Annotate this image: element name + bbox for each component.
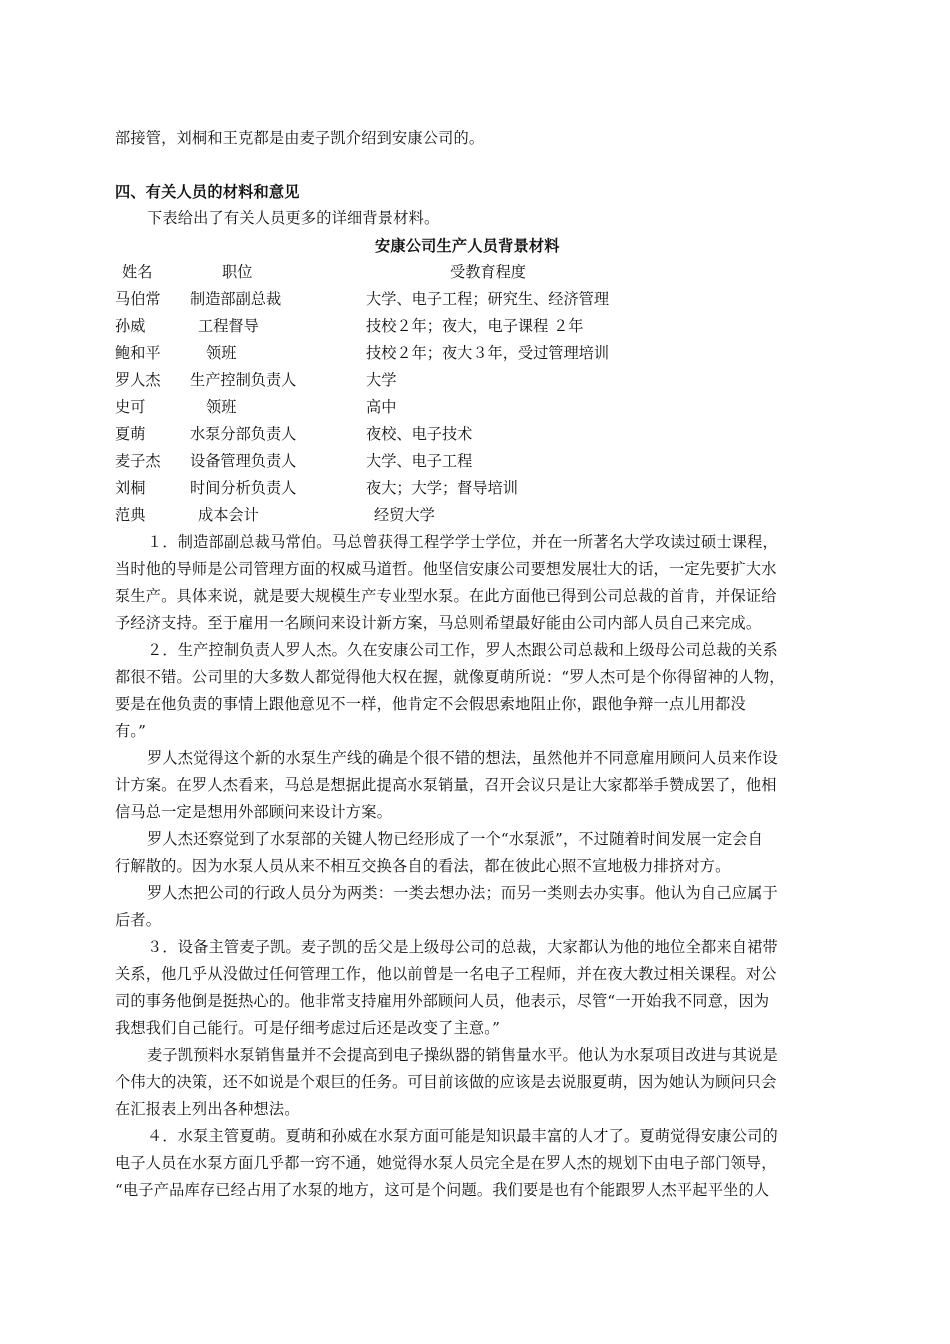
- cell-position: 水泵分部负责人: [190, 425, 297, 443]
- cell-name: 罗人杰: [115, 371, 161, 389]
- paragraph-line: 要是在他负责的事情上跟他意见不一样，他肯定不会假思索地阻止你，跟他争辩一点儿用都没: [115, 695, 746, 713]
- paragraph-line: ４．水泵主管夏萌。夏萌和孙威在水泵方面可能是知识最丰富的人才了。夏萌觉得安康公司的: [147, 1127, 778, 1145]
- paragraph-line: ２．生产控制负责人罗人杰。久在安康公司工作，罗人杰跟公司总裁和上级母公司总裁的关系: [147, 641, 778, 659]
- cell-position: 生产控制负责人: [190, 371, 297, 389]
- paragraph-line: 个伟大的决策，还不如说是个艰巨的任务。可目前该做的应该是去说服夏萌，因为她认为顾问只会: [115, 1073, 777, 1091]
- cell-education: 夜大；大学；督导培训: [366, 479, 518, 497]
- cell-name: 夏萌: [115, 425, 146, 443]
- paragraph-line: １．制造部副总裁马常伯。马总曾获得工程学学士学位，并在一所著名大学攻读过硕士课程，: [147, 533, 778, 551]
- header-education: 受教育程度: [450, 263, 526, 281]
- paragraph-line: 当时他的导师是公司管理方面的权威马道哲。他坚信安康公司要想发展壮大的话，一定先要扩大水: [115, 560, 777, 578]
- cell-position: 时间分析负责人: [190, 479, 297, 497]
- cell-education: 夜校、电子技术: [366, 425, 473, 443]
- cell-name: 孙威: [115, 317, 146, 335]
- table-title: 安康公司生产人员背景材料: [375, 237, 560, 255]
- paragraph-line: 计方案。在罗人杰看来，马总是想据此提高水泵销量，召开会议只是让大家都举手赞成罢了，他相: [115, 776, 777, 794]
- paragraph-line: 在汇报表上列出各种想法。: [115, 1100, 300, 1118]
- cell-name: 鲍和平: [115, 344, 161, 362]
- paragraph-line: 麦子凯预料水泵销售量并不会提高到电子操纵器的销售量水平。他认为水泵项目改进与其说是: [147, 1046, 778, 1064]
- intro-line: 部接管，刘桐和王克都是由麦子凯介绍到安康公司的。: [115, 129, 485, 147]
- paragraph-line: 电子人员在水泵方面几乎都一窍不通，她觉得水泵人员完全是在罗人杰的规划下由电子部门领导，: [115, 1154, 777, 1172]
- paragraph-line: 司的事务他倒是挺热心的。他非常支持雇用外部顾问人员，他表示，尽管“一开始我不同意，因为: [115, 992, 770, 1010]
- cell-name: 范典: [115, 506, 146, 524]
- cell-name: 麦子杰: [115, 452, 161, 470]
- cell-name: 刘桐: [115, 479, 146, 497]
- header-position: 职位: [222, 263, 253, 281]
- cell-education: 技校２年；夜大３年，受过管理培训: [366, 344, 609, 362]
- cell-position: 领班: [206, 344, 237, 362]
- paragraph-line: ３．设备主管麦子凯。麦子凯的岳父是上级母公司的总裁，大家都认为他的地位全都来自裙带: [147, 938, 778, 956]
- cell-education: 经贸大学: [374, 506, 435, 524]
- paragraph-line: 行解散的。因为水泵人员从来不相互交换各自的看法，都在彼此心照不宣地极力排挤对方。: [115, 857, 731, 875]
- paragraph-line: 关系，他几乎从没做过任何管理工作，他以前曾是一名电子工程师，并在夜大教过相关课程。对公: [115, 965, 777, 983]
- cell-name: 史可: [115, 398, 146, 416]
- section-intro: 下表给出了有关人员更多的详细背景材料。: [147, 209, 440, 227]
- paragraph-line: 有。”: [115, 722, 147, 740]
- cell-name: 马伯常: [115, 290, 161, 308]
- paragraph-line: 罗人杰觉得这个新的水泵生产线的确是个很不错的想法，虽然他并不同意雇用顾问人员来作设: [147, 749, 778, 767]
- cell-education: 大学: [366, 371, 397, 389]
- paragraph-line: 罗人杰把公司的行政人员分为两类：一类去想办法；而另一类则去办实事。他认为自己应属于: [147, 884, 778, 902]
- paragraph-line: 罗人杰还察觉到了水泵部的关键人物已经形成了一个“水泵派”，不过随着时间发展一定会自: [147, 830, 764, 848]
- section-heading: 四、有关人员的材料和意见: [115, 183, 300, 201]
- paragraph-line: 予经济支持。至于雇用一名顾问来设计新方案，马总则希望最好能由公司内部人员自己来完成。: [115, 614, 762, 632]
- cell-education: 大学、电子工程: [366, 452, 473, 470]
- paragraph-line: 泵生产。具体来说，就是要大规模生产专业型水泵。在此方面他已得到公司总裁的首肯，并保证给: [115, 587, 777, 605]
- cell-education: 技校２年；夜大，电子课程 ２年: [366, 317, 584, 335]
- cell-position: 制造部副总裁: [190, 290, 282, 308]
- cell-education: 高中: [366, 398, 397, 416]
- cell-position: 工程督导: [198, 317, 259, 335]
- paragraph-line: 都很不错。公司里的大多数人都觉得他大权在握，就像夏萌所说：“罗人杰可是个你得留神的人物，: [115, 668, 785, 686]
- cell-position: 领班: [206, 398, 237, 416]
- cell-position: 成本会计: [198, 506, 259, 524]
- paragraph-line: 后者。: [115, 911, 162, 929]
- paragraph-line: “电子产品库存已经占用了水泵的地方，这可是个问题。我们要是也有个能跟罗人杰平起平坐的人: [115, 1181, 770, 1199]
- paragraph-line: 我想我们自己能行。可是仔细考虑过后还是改变了主意。”: [115, 1019, 501, 1037]
- cell-position: 设备管理负责人: [190, 452, 297, 470]
- header-name: 姓名: [122, 263, 153, 281]
- cell-education: 大学、电子工程；研究生、经济管理: [366, 290, 609, 308]
- paragraph-line: 信马总一定是想用外部顾问来设计方案。: [115, 803, 392, 821]
